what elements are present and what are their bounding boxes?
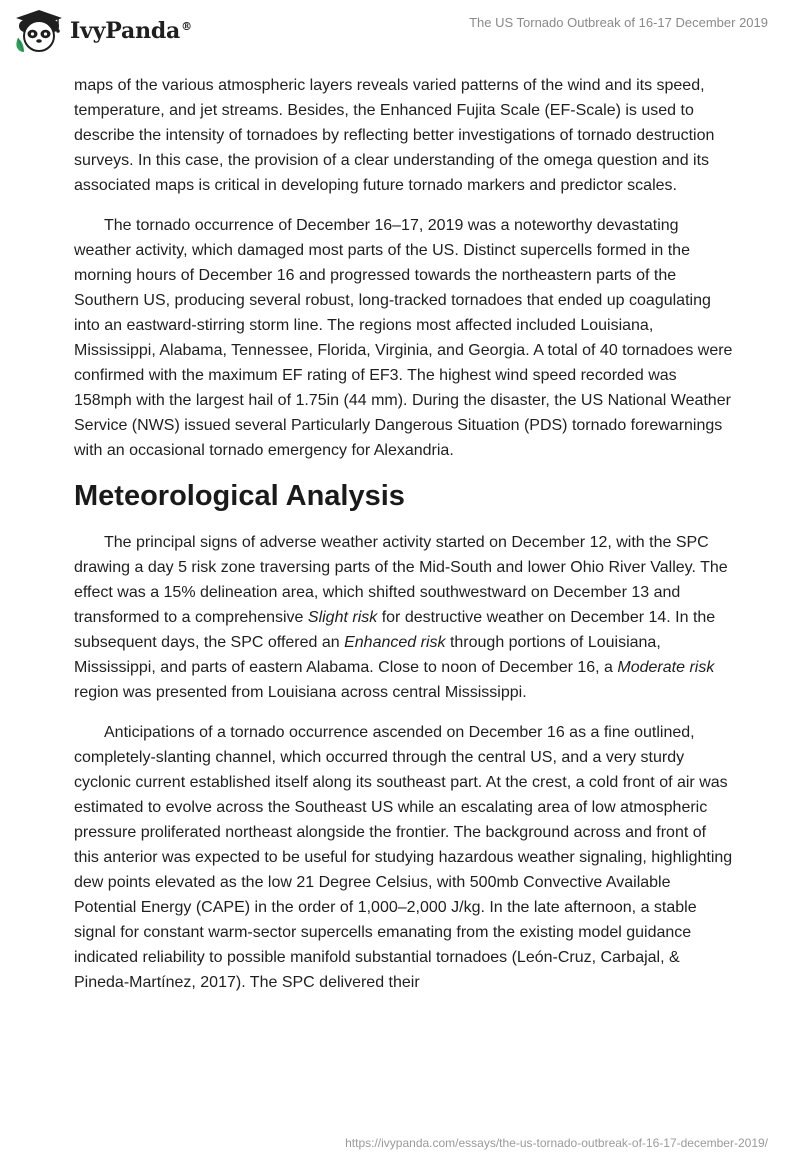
p3-emphasis-slight-risk: Slight risk bbox=[307, 609, 378, 626]
p3-text-3: through portions of Louisiana, Mississippi, and parts of eastern Alabama. Close to noon of December 16, a bbox=[74, 634, 661, 676]
ivypanda-logo[interactable] bbox=[14, 8, 192, 54]
essay-content bbox=[74, 73, 734, 1010]
document-title: The US Tornado Outbreak of 16-17 December 2019 bbox=[469, 15, 768, 30]
page-header bbox=[0, 0, 800, 70]
paragraph-1: maps of the various atmospheric layers reveals varied patterns of the wind and its speed, temperature, and jet streams. Besides, the Enhanced Fujita Scale (EF-Scale) is used to describe the intensity of tornadoes by reflecting better investigations of tornado destruction surveys. In this case, the provision of a clear understanding of the omega question and its associated maps is critical in developing future tornado markers and predictor scales. bbox=[74, 77, 715, 194]
p3-emphasis-moderate-risk: Moderate risk bbox=[617, 659, 715, 676]
p3-text-1: The principal signs of adverse weather activity started on December 12, with the SPC drawing a day 5 risk zone traversing parts of the Mid-South and lower Ohio River Valley. The effect was a 15% delineation area, which shifted southwestward on December 13 and transformed to a comprehensive bbox=[74, 534, 728, 626]
registered-mark: ® bbox=[181, 19, 192, 33]
paragraph-2: The tornado occurrence of December 16–17, 2019 was a noteworthy devastating weather activity, which damaged most parts of the US. Distinct supercells formed in the morning hours of December 16 and progressed towards the northeastern parts of the Southern US, producing several robust, long-tracked tornadoes that ended up coagulating into an eastward-stirring storm line. The regions most affected included Louisiana, Mississippi, Alabama, Tennessee, Florida, Virginia, and Georgia. A total of 40 tornadoes were confirmed with the maximum EF rating of EF3. The highest wind speed recorded was 158mph with the largest hail of 1.75in (44 mm). During the disaster, the US National Weather Service (NWS) issued several Particularly Dangerous Situation (PDS) tornado forewarnings with an occasional tornado emergency for Alexandria. bbox=[74, 217, 733, 459]
panda-graduate-icon bbox=[14, 8, 64, 54]
brand-name: IvyPanda® bbox=[70, 18, 192, 44]
section-heading-meteorological-analysis: Meteorological Analysis bbox=[74, 480, 405, 512]
footer-url[interactable]: https://ivypanda.com/essays/the-us-tornado-outbreak-of-16-17-december-2019/ bbox=[345, 1136, 768, 1150]
paragraph-3 bbox=[74, 530, 734, 705]
p3-emphasis-enhanced-risk: Enhanced risk bbox=[344, 634, 446, 651]
p3-text-2: for destructive weather on December 14. In the subsequent days, the SPC offered an bbox=[74, 609, 716, 651]
paragraph-4: Anticipations of a tornado occurrence ascended on December 16 as a fine outlined, completely-slanting channel, which occurred through the central US, and a very sturdy cyclonic current established itself along its southeast part. At the crest, a cold front of air was estimated to evolve across the Southeast US while an escalating area of low atmospheric pressure proliferated northeast alongside the frontier. The background across and front of this anterior was expected to be useful for studying hazardous weather signaling, highlighting dew points elevated as the low 21 Degree Celsius, with 500mb Convective Available Potential Energy (CAPE) in the order of 1,000–2,000 J/kg. In the late afternoon, a stable signal for constant warm-sector supercells emanating from the existing model guidance indicated reliability to possible manifold substantial tornadoes (León-Cruz, Carbajal, & Pineda-Martínez, 2017). The SPC delivered their bbox=[74, 724, 733, 991]
p3-text-4: region was presented from Louisiana across central Mississippi. bbox=[74, 684, 527, 701]
